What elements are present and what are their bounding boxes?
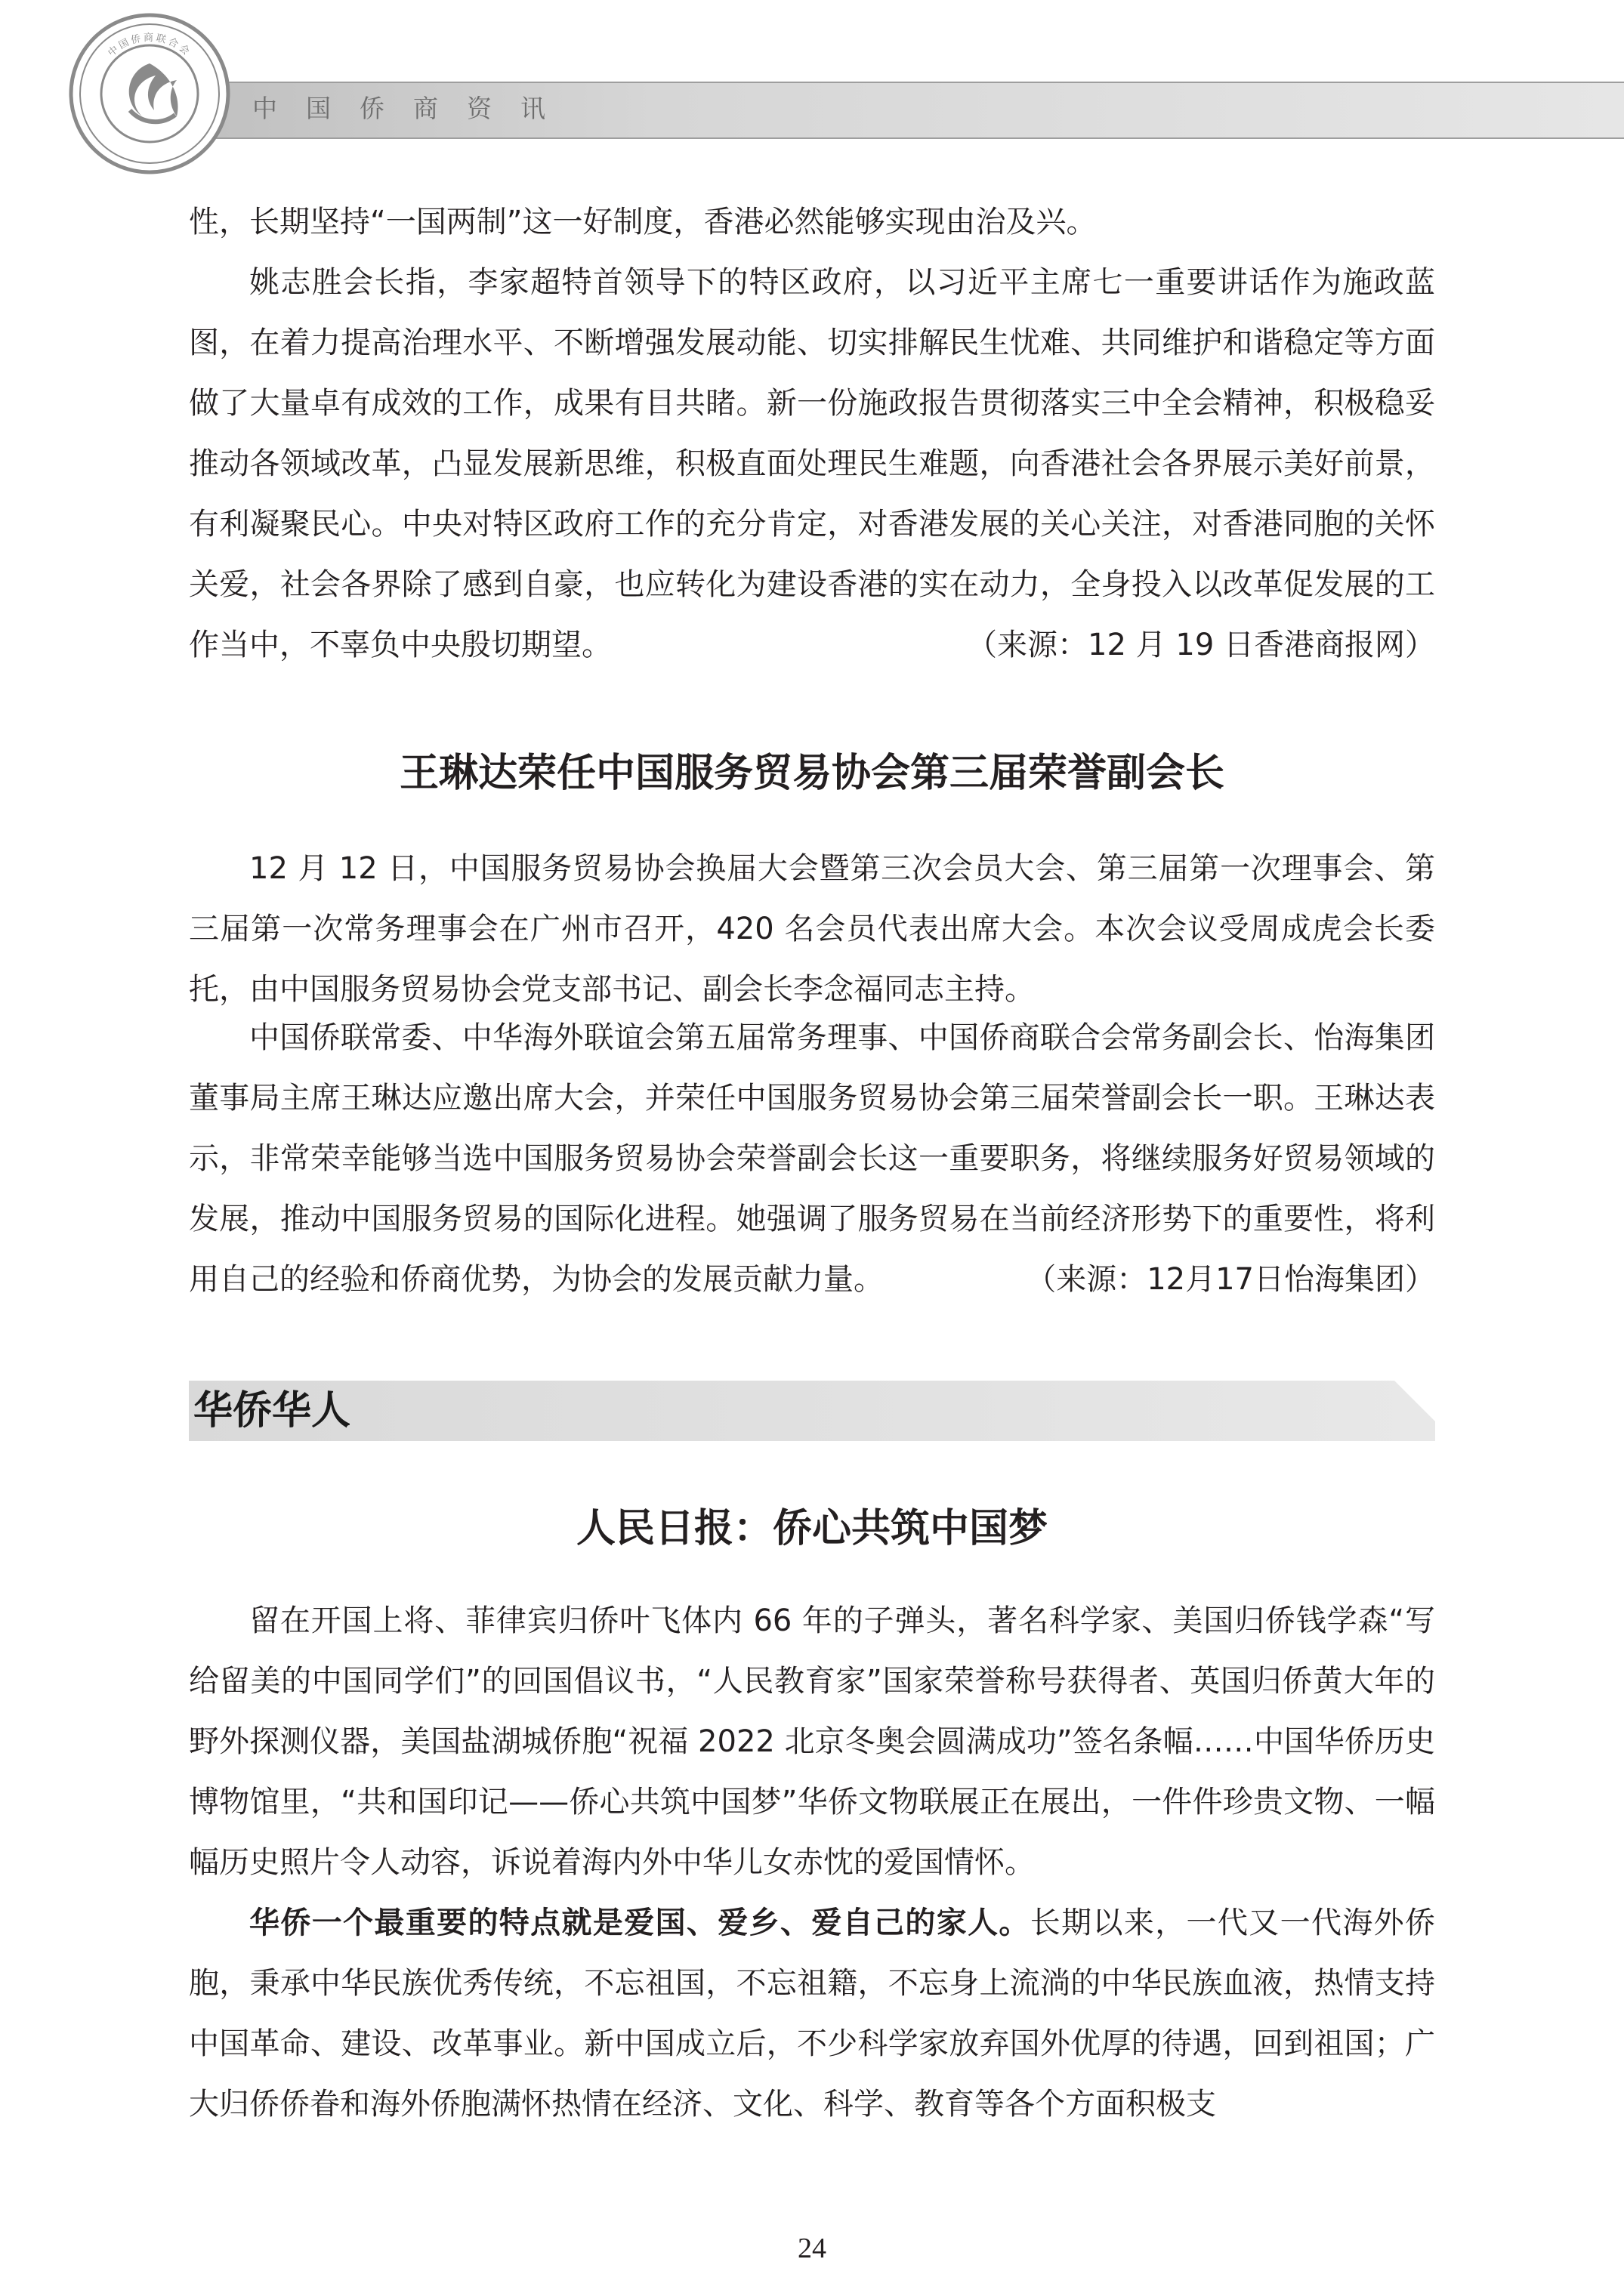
header-rule [136,137,1624,139]
paragraph: 性，长期坚持“一国两制”这一好制度，香港必然能够实现由治及兴。 [189,205,1097,239]
section-header [189,1381,1435,1441]
source-citation: （来源：12月17日怡海集团） [1026,1262,1435,1297]
emphasis-text: 华侨一个最重要的特点就是爱国、爱乡、爱自己的家人。 [249,1906,1030,1940]
page-number: 24 [798,2233,826,2264]
logo-icon [66,11,233,177]
article-title: 人民日报：侨心共筑中国梦 [576,1506,1048,1551]
paragraph: 12 月 12 日，中国服务贸易协会换届大会暨第三次会员大会、第三届第一次理事会、第三届第一次常务理事会在广州市召开，420 名会员代表出席大会。本次会议受周成虎会长委托，由中国服务贸易协会党支部书记、副会长李念福同志主持。 [189,851,1435,1007]
paragraph [189,1008,1435,1310]
logo-text: 中国侨商联合会 [106,32,193,60]
paragraph [189,252,1435,675]
paragraph [189,1893,1435,2134]
source-citation: （来源：12 月 19 日香港商报网） [967,628,1435,662]
header-title: 中国侨商资讯 [252,94,574,123]
article-title: 王琳达荣任中国服务贸易协会第三届荣誉副会长 [399,751,1224,796]
paragraph-text: 中国侨联常委、中华海外联谊会第五届常务理事、中国侨商联合会常务副会长、怡海集团董事局主席王琳达应邀出席大会，并荣任中国服务贸易协会第三届荣誉副会长一职。王琳达表示，非常荣幸能够当选中国服务贸易协会荣誉副会长这一重要职务，将继续服务好贸易领域的发展，推动中国服务贸易的国际化进程。她强调了服务贸易在当前经济形势下的重要性，将利用自己的经验和侨商优势，为协会的发展贡献力量。 [189,1020,1435,1297]
paragraph: 留在开国上将、菲律宾归侨叶飞体内 66 年的子弹头，著名科学家、美国归侨钱学森“写给留美的中国同学们”的回国倡议书，“人民教育家”国家荣誉称号获得者、英国归侨黄大年的野外探测仪器，美国盐湖城侨胞“祝福 2022 北京冬奥会圆满成功”签名条幅……中国华侨历史博物馆里，“共和国印记——侨心共筑中国梦”华侨文物联展正在展出，一件件珍贵文物、一幅幅历史照片令人动容，诉说着海内外中华儿女赤忱的爱国情怀。 [189,1603,1435,1880]
paragraph-text: 长期以来，一代又一代海外侨胞，秉承中华民族优秀传统，不忘祖国，不忘祖籍，不忘身上流淌的中华民族血液，热情支持中国革命、建设、改革事业。新中国成立后，不少科学家放弃国外优厚的待遇，回到祖国；广大归侨侨眷和海外侨胞满怀热情在经济、文化、科学、教育等各个方面积极支 [189,1906,1436,2122]
section-label: 华侨华人 [193,1387,351,1434]
paragraph-text: 姚志胜会长指，李家超特首领导下的特区政府，以习近平主席七一重要讲话作为施政蓝图，在着力提高治理水平、不断增强发展动能、切实排解民生忧难、共同维护和谐稳定等方面做了大量卓有成效的工作，成果有目共睹。新一份施政报告贯彻落实三中全会精神，积极稳妥推动各领域改革，凸显发展新思维，积极直面处理民生难题，向香港社会各界展示美好前景，有利凝聚民心。中央对特区政府工作的充分肯定，对香港发展的关心关注，对香港同胞的关怀关爱，社会各界除了感到自豪，也应转化为建设香港的实在动力，全身投入以改革促发展的工作当中，不辜负中央殷切期望。 [189,265,1435,662]
header-rule [136,82,1624,83]
